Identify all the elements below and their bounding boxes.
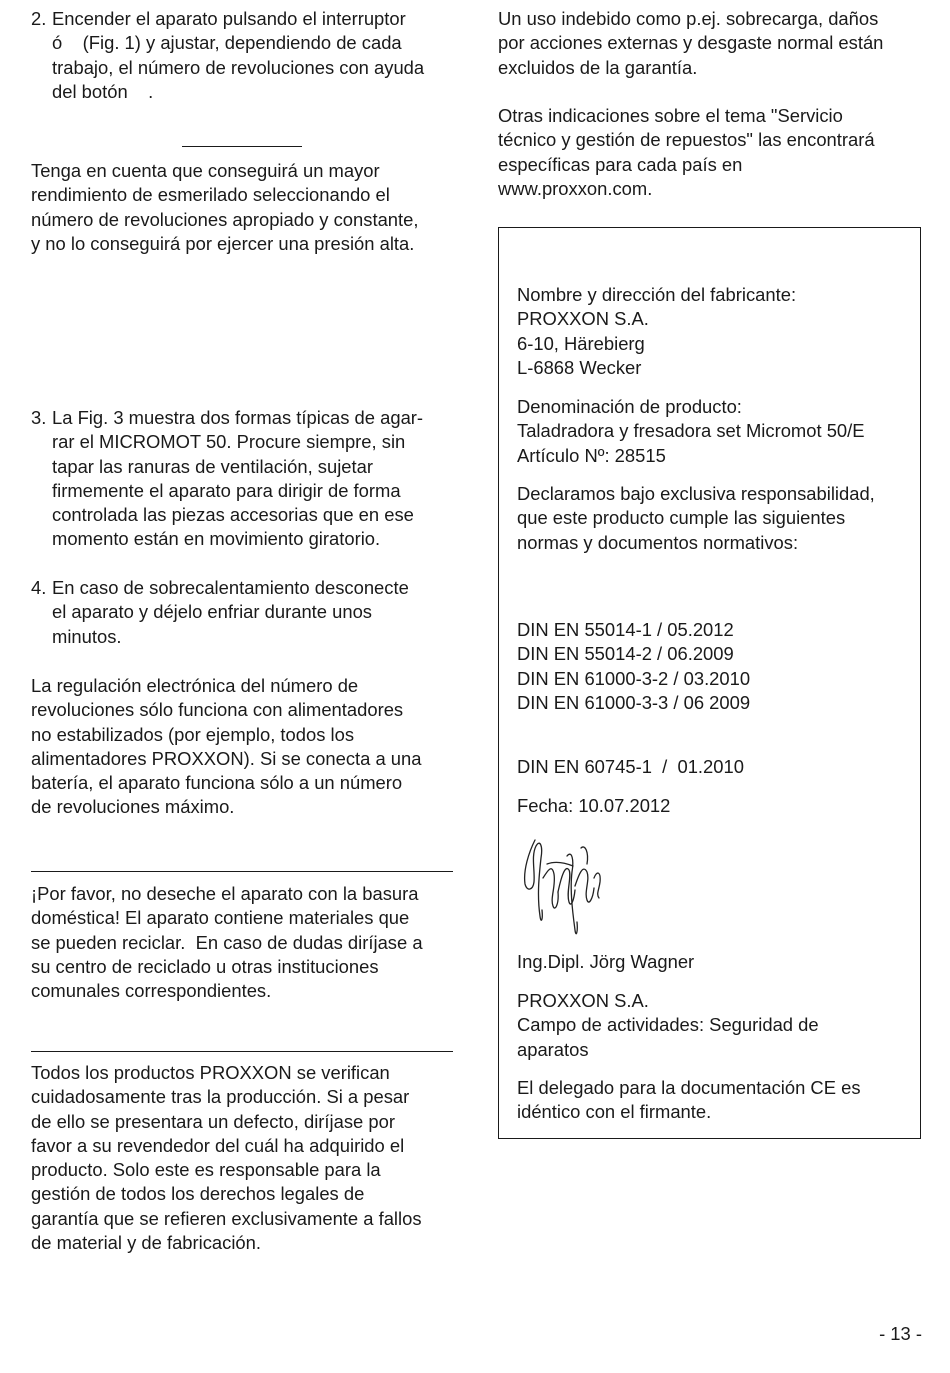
text-line: Campo de actividades: Seguridad de (517, 1014, 819, 1036)
step-line: Encender el aparato pulsando el interruptor (52, 8, 406, 29)
text-line: técnico y gestión de repuestos" las encontrará (498, 129, 875, 151)
text-line: doméstica! El aparato contiene materiales que (31, 907, 410, 929)
statement-block (517, 482, 912, 555)
text-line: idéntico con el firmante. (517, 1101, 712, 1123)
text-line: por acciones externas y desgaste normal están (498, 32, 884, 54)
step-2 (31, 7, 461, 104)
text-line: específicas para cada país en (498, 153, 743, 175)
text-line: revoluciones sólo funciona con alimentadores (31, 699, 404, 721)
text-line: alimentadores PROXXON). Si se conecta a una (31, 747, 422, 769)
text-line: Declaramos bajo exclusiva responsabilidad, (517, 483, 875, 504)
page-number: - 13 - (879, 1323, 922, 1344)
standard-item: DIN EN 61000-3-2 / 03.2010 (517, 667, 751, 689)
step-number: 2. (31, 8, 47, 29)
text-line: gestión de todos los derechos legales de (31, 1183, 365, 1205)
text-line: Tenga en cuenta que conseguirá un mayor (31, 160, 380, 181)
text-line: de ello se presentara un defecto, diríjase por (31, 1110, 395, 1132)
text-line: La regulación electrónica del número de (31, 675, 359, 696)
company-block (517, 989, 912, 1062)
text-line: Taladradora y fresadora set Micromot 50/E (517, 420, 865, 442)
declaration-date: Fecha: 10.07.2012 (517, 795, 671, 816)
declaration-of-conformity-box (498, 227, 921, 1139)
text-line: L-6868 Wecker (517, 356, 642, 378)
warranty-paragraph (31, 1061, 461, 1255)
text-line: Todos los productos PROXXON se verifican (31, 1062, 390, 1083)
tip-paragraph (31, 159, 461, 256)
text-line: Otras indicaciones sobre el tema "Servicio (498, 105, 843, 126)
text-line: favor a su revendedor del cuál ha adquirido el (31, 1134, 405, 1156)
text-line: de revoluciones máximo. (31, 796, 235, 818)
step-line: minutos. (52, 625, 122, 647)
text-line: y no lo conseguirá por ejercer una presión alta. (31, 232, 415, 254)
text-line: que este producto cumple las siguientes (517, 507, 846, 529)
step-line: En caso de sobrecalentamiento desconecte (52, 577, 409, 598)
standard-item: DIN EN 61000-3-3 / 06 2009 (517, 691, 751, 713)
text-line: producto. Solo este es responsable para la (31, 1159, 381, 1181)
text-line: garantía que se refieren exclusivamente a fallos (31, 1207, 422, 1229)
step-line: La Fig. 3 muestra dos formas típicas de agar- (52, 407, 424, 428)
delegate-block (517, 1076, 912, 1125)
text-line: cuidadosamente tras la producción. Si a pesar (31, 1086, 410, 1108)
step-line: tapar las ranuras de ventilación, sujetar (52, 455, 373, 477)
text-line: PROXXON S.A. (517, 990, 649, 1011)
text-line: www.proxxon.com. (498, 177, 653, 199)
signature-image (517, 834, 607, 944)
text-line: número de revoluciones apropiado y constante, (31, 208, 419, 230)
text-line: Nombre y dirección del fabricante: (517, 284, 797, 305)
step-3 (31, 406, 461, 552)
service-paragraph (498, 104, 928, 201)
text-line: batería, el aparato funciona sólo a un número (31, 772, 403, 794)
text-line: ¡Por favor, no deseche el aparato con la basura (31, 883, 419, 904)
text-line: se pueden reciclar. En caso de dudas diríjase a (31, 931, 423, 953)
step-line: el aparato y déjelo enfriar durante unos (52, 601, 373, 623)
safety-standard: DIN EN 60745-1 / 01.2010 (517, 756, 744, 777)
text-line: comunales correspondientes. (31, 980, 272, 1002)
text-line: El delegado para la documentación CE es (517, 1077, 861, 1098)
step-line: momento están en movimiento giratorio. (52, 528, 381, 550)
step-line: controlada las piezas accesorias que en ese (52, 504, 414, 526)
text-line: Artículo Nº: 28515 (517, 444, 666, 466)
text-line: aparatos (517, 1038, 589, 1060)
section-divider (182, 146, 302, 147)
text-line: su centro de reciclado u otras instituciones (31, 955, 379, 977)
section-divider (31, 871, 453, 872)
disposal-paragraph (31, 882, 461, 1003)
text-line: PROXXON S.A. (517, 308, 649, 330)
step-line: trabajo, el número de revoluciones con ayuda (52, 56, 425, 78)
step-line: firmemente el aparato para dirigir de forma (52, 479, 401, 501)
text-line: excluidos de la garantía. (498, 56, 698, 78)
standard-item: DIN EN 55014-2 / 06.2009 (517, 643, 734, 665)
text-line: 6-10, Härebierg (517, 332, 645, 354)
text-line: de material y de fabricación. (31, 1232, 261, 1254)
step-number: 4. (31, 577, 47, 598)
step-line: rar el MICROMOT 50. Procure siempre, sin (52, 431, 406, 453)
step-line: del botón . (52, 80, 154, 102)
text-line: no estabilizados (por ejemplo, todos los (31, 723, 355, 745)
section-divider (31, 1051, 453, 1052)
step-4 (31, 576, 461, 649)
text-line: normas y documentos normativos: (517, 531, 799, 553)
regulation-paragraph (31, 674, 461, 820)
standards-list (517, 618, 912, 715)
signer-name: Ing.Dipl. Jörg Wagner (517, 951, 695, 972)
standard-item: DIN EN 55014-1 / 05.2012 (517, 619, 734, 640)
manufacturer-block (517, 283, 912, 380)
misuse-paragraph (498, 7, 928, 80)
step-line: ó (Fig. 1) y ajustar, dependiendo de cada (52, 32, 402, 54)
text-line: Un uso indebido como p.ej. sobrecarga, daños (498, 8, 879, 29)
text-line: rendimiento de esmerilado seleccionando el (31, 184, 390, 206)
text-line: Denominación de producto: (517, 396, 742, 417)
step-number: 3. (31, 407, 47, 428)
product-block (517, 395, 912, 468)
